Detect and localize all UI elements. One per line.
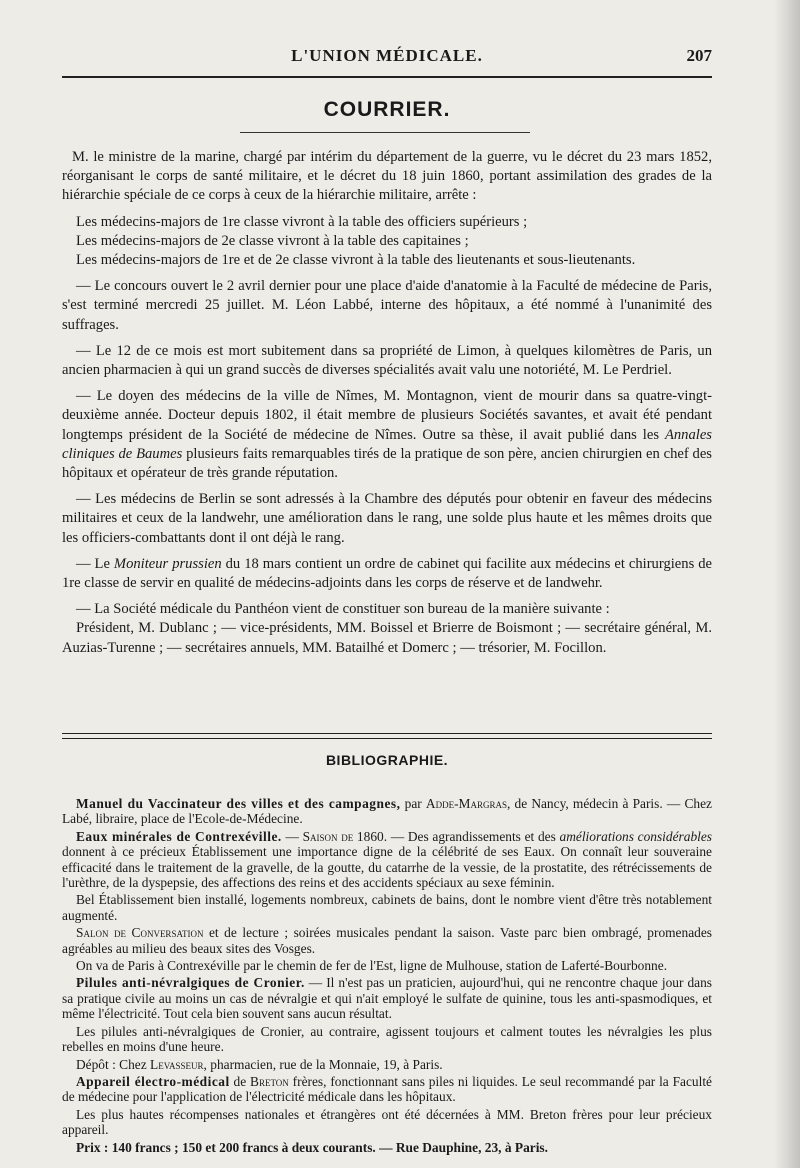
paragraph: Les pilules anti-névralgiques de Cronier, au contraire, agissent toujours et calment toutes les névralgies les plus rebelles en moins d'une heure. (62, 1023, 712, 1055)
page-edge-shadow (774, 0, 800, 1168)
entry-heading: Manuel du Vaccinateur des villes et des campagnes, (76, 796, 401, 811)
text-span: — Il n'est pas un praticien, aujourd'hui, qui ne rencontre chaque jour dans sa pratique civile au moins un cas de névralgie et qui n'ait employé le sulfate de quinine, tous les anti-spasmodiques, et même l'électricité. Tout cela bien souvent sans aucun résultat. (62, 975, 712, 1022)
paragraph-pantheon-bureau: Président, M. Dublanc ; — vice-présidents, MM. Boissel et Brierre de Boismont ; — secrétaire général, M. Auzias-Turenne ; — secrétaires annuels, MM. Batailhé et Domerc ; — trésorier, M. Focillon. (62, 620, 712, 656)
price-line: Prix : 140 francs ; 150 et 200 francs à deux courants. — Rue Dauphine, 23, à Paris. (76, 1139, 548, 1155)
courrier-section (62, 148, 712, 658)
text-span: donnent à ce précieux Établissement une importance digne de la célébrité de ses Eaux. On connaît leur souveraine efficacité dans le traitement de la gravelle, de la goutte, du catarrhe de la vessie, de la prostatite, des rétrécissements de l'urèthre, de la dyspepsie, des affections des reins et des accidents spéciaux au sexe féminin. (62, 844, 712, 891)
entry-heading: Appareil électro-médical (76, 1073, 230, 1089)
paragraph-berlin: — Les médecins de Berlin se sont adressés à la Chambre des députés pour obtenir en faveur des médecins militaires et ceux de la landwehr, une amélioration dans le rang, une solde plus haute et les mêmes droits que les officiers-combattants dont il ont déjà le rang. (62, 491, 712, 546)
italic-title: Annales cliniques de Baumes (62, 426, 712, 462)
paragraph: Les plus hautes récompenses nationales et étrangères ont été décernées à MM. Breton frères pour leur précieux appareil. (62, 1106, 712, 1138)
header-rule (62, 76, 712, 78)
text-span: plusieurs faits remarquables tirés de la pratique de son père, ancien chirurgien en chef des hôpitaux et opérateur de très grande réputation. (62, 445, 712, 482)
entry-heading: Eaux minérales de Contrexéville. (76, 828, 282, 844)
text-span: par (404, 796, 426, 811)
pharmacist-name: Levasseur (150, 1056, 204, 1072)
text-span: Dépôt : Chez (76, 1056, 151, 1072)
paragraph-line: Les médecins-majors de 2e classe vivront à la table des capitaines ; (76, 232, 469, 249)
paragraph: On va de Paris à Contrexéville par le chemin de fer de l'Est, ligne de Mulhouse, station de Laferté-Bourbonne. (76, 958, 668, 974)
section-title: COURRIER. (323, 98, 451, 121)
section-divider (62, 733, 712, 739)
text-span: , de Nancy, médecin à Paris. — Chez Labé, libraire, place de l'Ecole-de-Médecine. (62, 796, 712, 827)
paragraph-obituary-montagnon (62, 387, 712, 483)
text-span: — Le doyen des médecins de la ville de Nîmes, M. Montagnon, vient de mourir dans sa quatre-vingt-deuxième année. Docteur depuis 1802, il était membre de plusieurs Sociétés savantes, et avait été pendant longtemps président de la Société de médecine de Nîmes. Outre sa thèse, il avait publié dans les (62, 388, 712, 443)
text-span: — Le (76, 555, 114, 572)
text-span: — Des agrandissements et des (387, 828, 560, 844)
text-span: frères, fonctionnant sans piles ni liquides. Le seul recommandé par la Faculté de médecine pour l'application de l'électricité médicale dans les hôpitaux. (62, 1073, 712, 1105)
maker-name: Breton (250, 1073, 289, 1089)
author-name: Adde-Margras (425, 796, 507, 811)
entry-breton (62, 1074, 712, 1105)
season-label: Saison de 1860. (302, 828, 388, 844)
paragraph-line: Les médecins-majors de 1re classe vivront à la table des officiers supérieurs ; (76, 213, 528, 230)
salon-label: Salon de Conversation (76, 925, 204, 941)
entry-heading: Pilules anti-névralgiques de Cronier. (76, 975, 305, 991)
italic-title: Moniteur prussien (113, 555, 222, 572)
paragraph-concours: — Le concours ouvert le 2 avril dernier pour une place d'aide d'anatomie à la Faculté de médecine de Paris, s'est terminé mercredi 25 juillet. M. Léon Labbé, interne des hôpitaux, a été nommé à l'unanimité des suffrages. (62, 278, 712, 333)
entry-contrexeville: Eaux minérales de Contrexéville. — Saison de 1860. — Des agrandissements et des améliorations considérables donnent à ce précieux Établissement une importance digne de la célébrité de ses Eaux. On connaît leur souveraine efficacité dans le traitement de la gravelle, de la goutte, du catarrhe de la vessie, de la prostatite, des rétrécissements de l'urèthre, de la dyspepsie, des affections des reins et des accidents spéciaux au sexe féminin. (62, 828, 713, 891)
text-span: du 18 mars contient un ordre de cabinet qui facilite aux médecins et chirurgiens de 1re classe de servir en qualité de médecins-adjoints dans les corps de réserve et de landwehr. (62, 555, 712, 592)
title-rule (240, 132, 530, 133)
italic-phrase: améliorations considérables (559, 828, 713, 844)
page-number: 207 (686, 46, 712, 65)
paragraph-moniteur (62, 555, 712, 593)
paragraph (62, 925, 712, 956)
entry-vaccinateur (62, 796, 712, 827)
bibliographie-section (62, 796, 712, 1157)
paragraph-decree: M. le ministre de la marine, chargé par intérim du département de la guerre, vu le décret du 23 mars 1852, réorganisant le corps de santé militaire, et le décret du 18 juin 1860, portant assimilation des grades de la hiérarchie spéciale de ce corps à ceux de la hiérarchie militaire, arrête : (62, 149, 712, 204)
bibliographie-title: BIBLIOGRAPHIE. (325, 752, 449, 768)
text-span: et de lecture ; soirées musicales pendant la saison. Vaste parc bien ombragé, promenades agréables au milieu des beaux sites des Vosges. (62, 925, 712, 956)
text-span: de (229, 1073, 251, 1089)
paragraph (62, 1057, 712, 1072)
paragraph-pantheon: — La Société médicale du Panthéon vient de constituer son bureau de la manière suivante : (76, 601, 610, 618)
text-span: , pharmacien, rue de la Monnaie, 19, à Paris. (203, 1056, 443, 1072)
paragraph-obituary-perdriel: — Le 12 de ce mois est mort subitement dans sa propriété de Limon, à quelques kilomètres de Paris, un ancien pharmacien à qui un grand succès de diverses spécialités avait valu une notoriété, M. Le Perdriel. (62, 342, 712, 379)
journal-title: L'UNION MÉDICALE. (291, 46, 483, 65)
running-head (62, 46, 712, 70)
paragraph-line: Les médecins-majors de 1re et de 2e classe vivront à la table des lieutenants et sous-lieutenants. (76, 252, 636, 269)
entry-cronier (62, 975, 712, 1021)
paragraph: Bel Établissement bien installé, logements nombreux, cabinets de bains, dont le nombre vient d'être très notablement augmenté. (62, 892, 712, 923)
